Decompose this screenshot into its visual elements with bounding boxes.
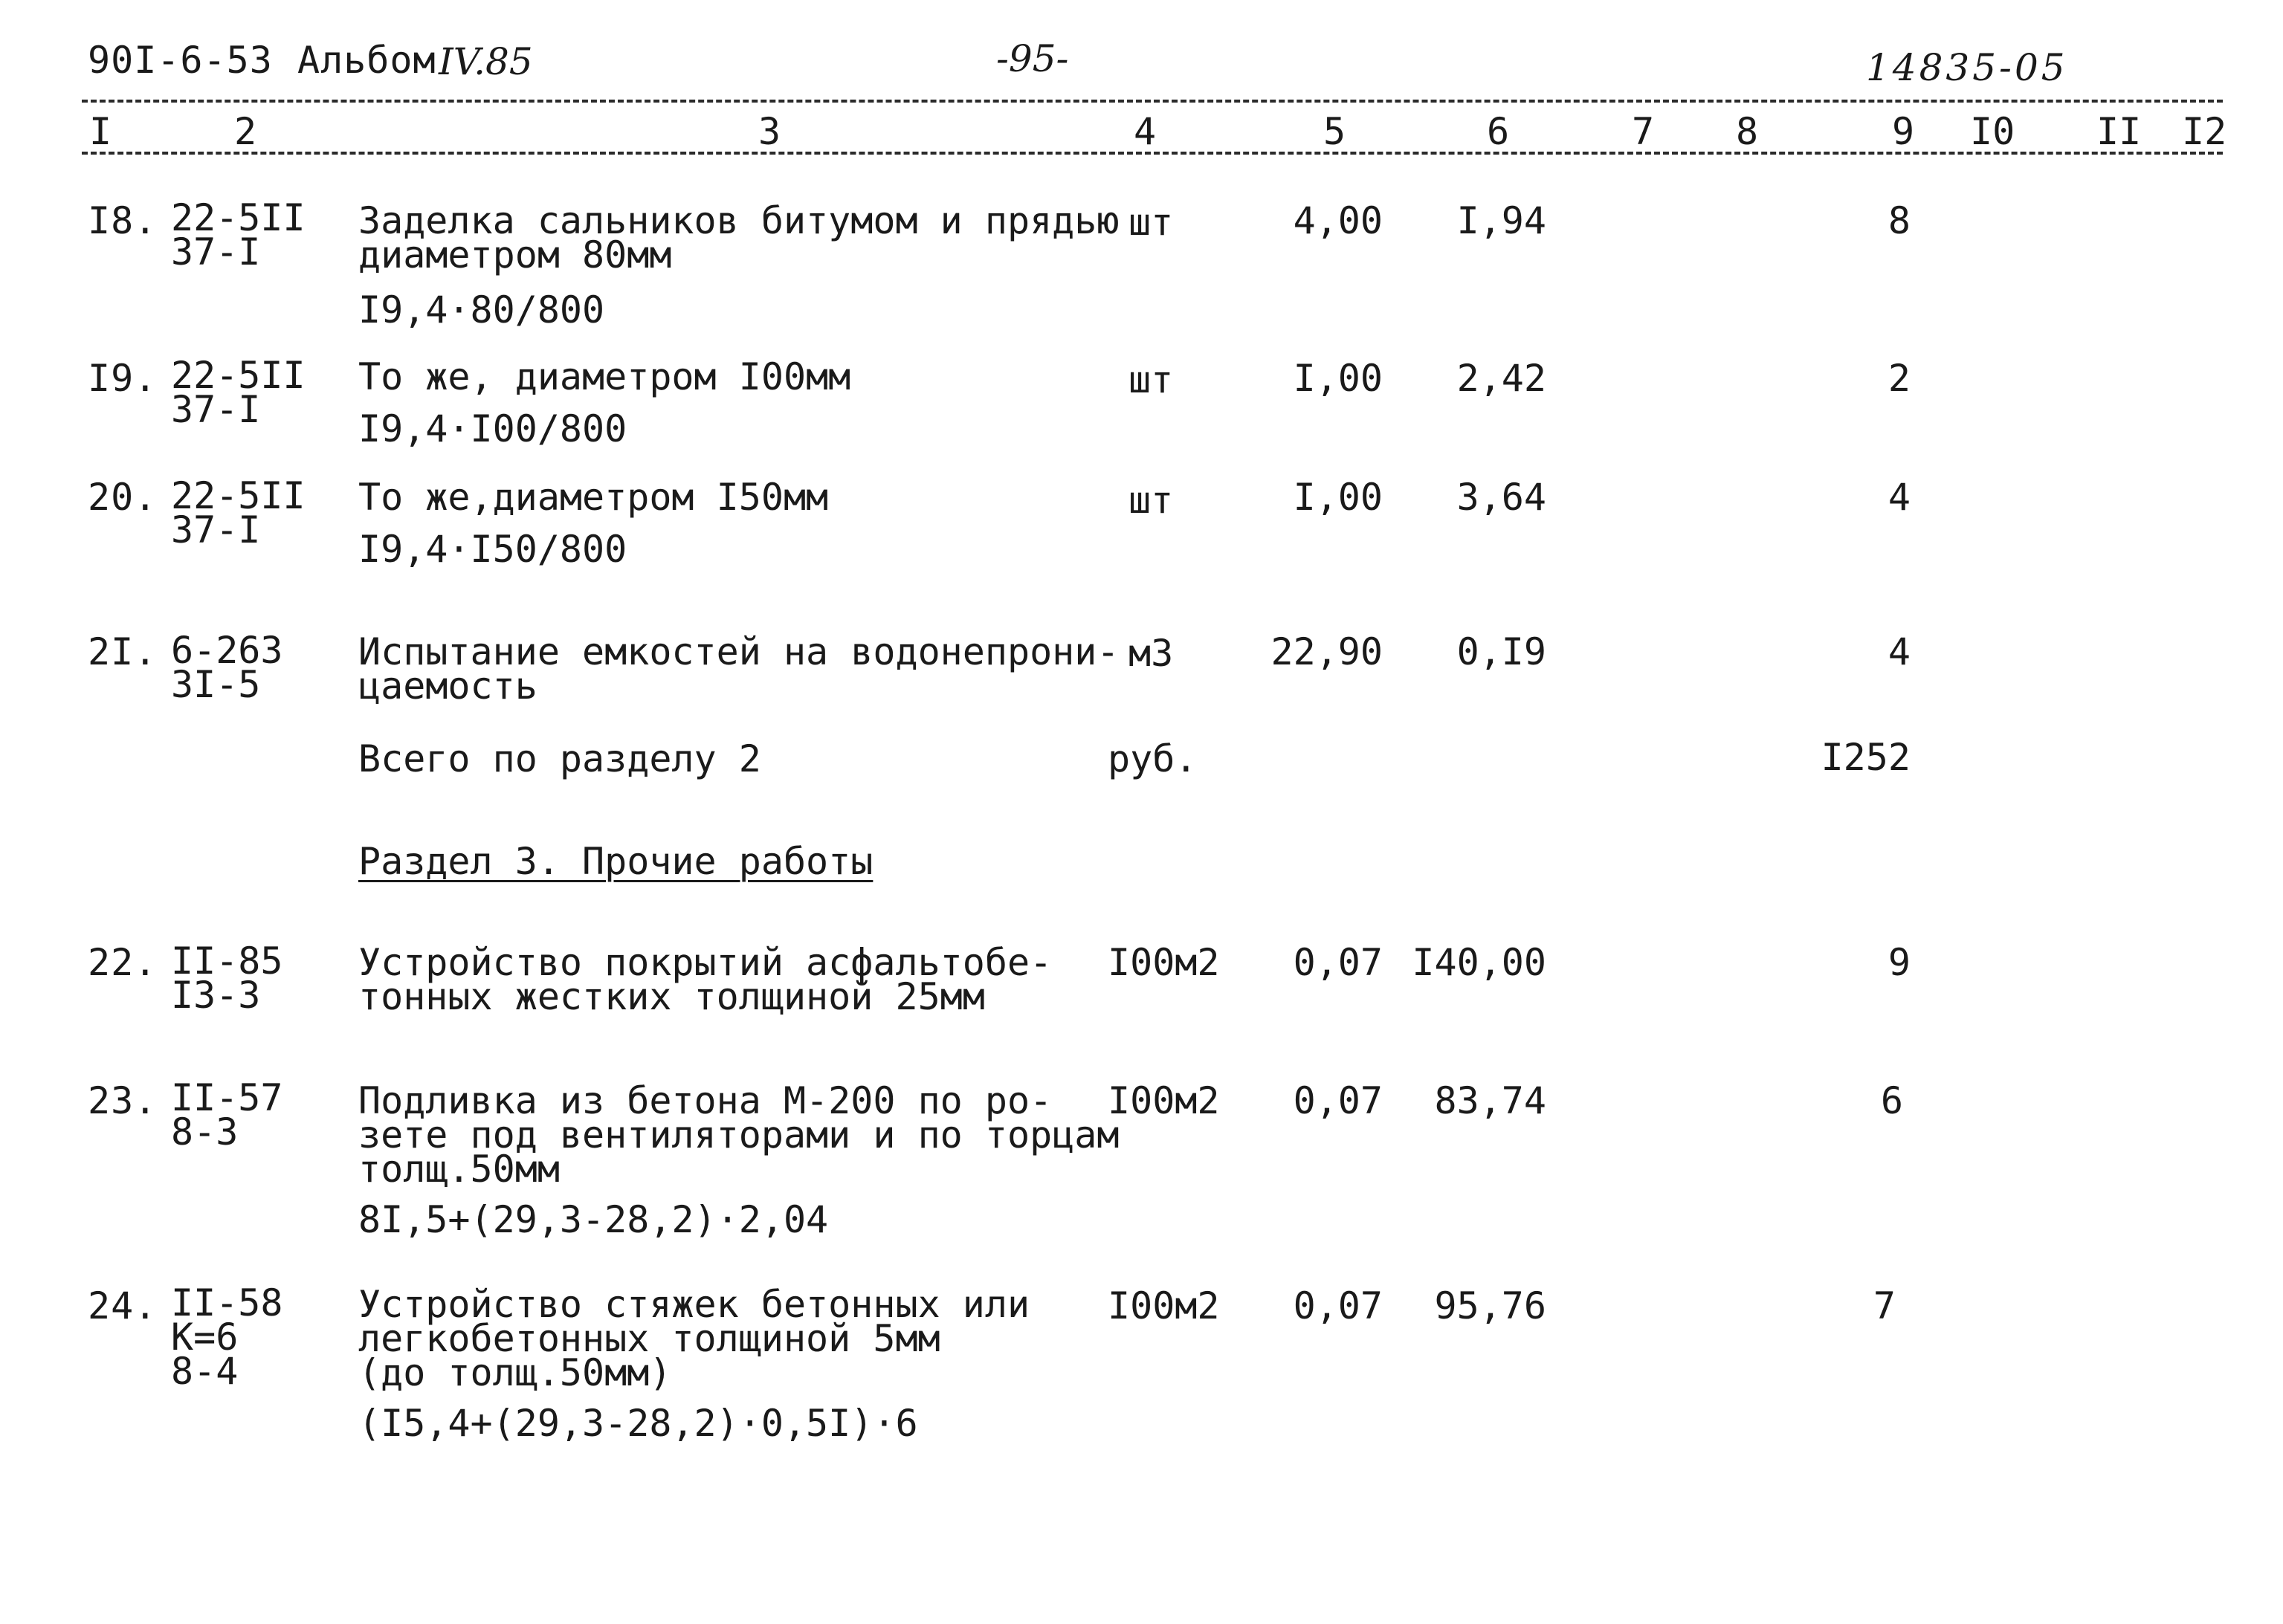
description-line: То же,диаметром I50мм [358, 476, 829, 519]
unit-price: I40,00 [1412, 941, 1546, 984]
row-number: 23. [88, 1079, 158, 1122]
work-description [358, 1283, 1030, 1394]
unit-price: 83,74 [1434, 1079, 1546, 1122]
norm-code-line: 22-5II [171, 354, 306, 397]
description-line: толщ.50мм [358, 1148, 560, 1191]
norm-code [171, 939, 283, 1017]
total-cost: 9 [1888, 941, 1911, 984]
total-cost: 6 [1880, 1079, 1903, 1122]
subtotal-unit: руб. [1108, 737, 1198, 780]
unit-price: 3,64 [1456, 476, 1546, 519]
column-header-2: 2 [234, 110, 257, 153]
norm-code-line: 37-I [171, 230, 261, 274]
description-line: Испытание емкостей на водонепрони- [358, 630, 1120, 673]
total-cost: 2 [1888, 357, 1911, 400]
norm-code [171, 1076, 283, 1154]
volume-formula: 8I,5+(29,3-28,2)·2,04 [358, 1198, 829, 1241]
quantity: I,00 [1293, 476, 1383, 519]
column-header-11: II [2096, 110, 2142, 153]
work-description [358, 630, 1120, 708]
row-number: 20. [88, 476, 158, 519]
volume-formula: I9,4·I00/800 [358, 407, 627, 450]
row-number: I9. [88, 357, 158, 400]
norm-code-line: II-58 [171, 1281, 283, 1324]
row-number: 24. [88, 1284, 158, 1327]
register-number: 14835-05 [1866, 46, 2068, 89]
row-number: I8. [88, 199, 158, 242]
unit-price: 0,I9 [1456, 630, 1546, 673]
unit-price: I,94 [1456, 199, 1546, 242]
norm-code-line: 8-4 [171, 1350, 239, 1393]
description-line: тонных жестких толщиной 25мм [358, 975, 985, 1018]
norm-code-line: 3I-5 [171, 663, 261, 706]
description-line: Заделка сальников битумом и прядью [358, 199, 1120, 242]
column-header-1: I [89, 110, 112, 153]
description-line: То же, диаметром I00мм [358, 355, 851, 398]
norm-code-line: 37-I [171, 508, 261, 551]
description-line: зете под вентиляторами и по торцам [358, 1113, 1120, 1156]
description-line: (до толщ.50мм) [358, 1351, 672, 1394]
volume-formula: I9,4·I50/800 [358, 528, 627, 571]
norm-code-line: II-57 [171, 1076, 283, 1119]
column-header-6: 6 [1487, 110, 1510, 153]
unit-price: 95,76 [1434, 1284, 1546, 1327]
norm-code-line: 6-263 [171, 629, 283, 672]
column-header-5: 5 [1323, 110, 1346, 153]
row-number: 2I. [88, 630, 158, 673]
quantity: 0,07 [1293, 1284, 1383, 1327]
work-description [358, 1079, 1120, 1191]
description-line: легкобетонных толщиной 5мм [358, 1317, 940, 1360]
subtotal-label: Всего по разделу 2 [358, 737, 761, 780]
norm-code [171, 1281, 283, 1393]
norm-code [171, 474, 306, 551]
unit-price: 2,42 [1456, 357, 1546, 400]
unit: I00м2 [1108, 941, 1220, 984]
description-line: Подливка из бетона М-200 по ро- [358, 1079, 1053, 1122]
quantity: 0,07 [1293, 941, 1383, 984]
norm-code-line: I3-3 [171, 974, 261, 1017]
work-description [358, 476, 829, 519]
description-line: Устройство стяжек бетонных или [358, 1283, 1030, 1326]
unit: шт [1128, 479, 1174, 522]
quantity: 0,07 [1293, 1079, 1383, 1122]
description-line: диаметром 80мм [358, 233, 672, 276]
album-number: IV.85 [439, 40, 533, 83]
volume-formula: (I5,4+(29,3-28,2)·0,5I)·6 [358, 1402, 918, 1445]
norm-code-line: 22-5II [171, 196, 306, 239]
unit: I00м2 [1108, 1284, 1220, 1327]
norm-code-line: II-85 [171, 939, 283, 983]
column-header-10: I0 [1970, 110, 2015, 153]
subtotal-total: I252 [1821, 736, 1911, 779]
column-header-4: 4 [1134, 110, 1157, 153]
volume-formula: I9,4·80/800 [358, 288, 605, 331]
column-header-3: 3 [758, 110, 781, 153]
column-header-8: 8 [1736, 110, 1759, 153]
column-header-7: 7 [1632, 110, 1655, 153]
quantity: I,00 [1293, 357, 1383, 400]
quantity: 4,00 [1293, 199, 1383, 242]
norm-code-line: 37-I [171, 388, 261, 431]
row-number: 22. [88, 941, 158, 984]
total-cost: 7 [1873, 1284, 1896, 1327]
norm-code-line: 8-3 [171, 1110, 239, 1154]
unit: I00м2 [1108, 1079, 1220, 1122]
norm-code-line: К=6 [171, 1316, 239, 1359]
column-header-9: 9 [1892, 110, 1915, 153]
norm-code [171, 629, 283, 706]
album-label: Альбом [297, 39, 436, 82]
norm-code-line: 22-5II [171, 474, 306, 517]
total-cost: 8 [1888, 199, 1911, 242]
norm-code [171, 196, 306, 274]
work-description [358, 355, 851, 398]
total-cost: 4 [1888, 630, 1911, 673]
total-cost: 4 [1888, 476, 1911, 519]
unit: шт [1128, 358, 1174, 401]
header-rule-top [82, 100, 2223, 103]
section-title: Раздел 3. Прочие работы [358, 840, 874, 883]
work-description [358, 941, 1053, 1018]
page-number: -95- [996, 37, 1069, 80]
unit: шт [1128, 201, 1174, 244]
column-header-12: I2 [2182, 110, 2227, 153]
norm-code [171, 354, 306, 431]
unit: м3 [1128, 632, 1174, 675]
work-description [358, 199, 1120, 276]
quantity: 22,90 [1270, 630, 1383, 673]
description-line: цаемость [358, 664, 537, 708]
document-code: 90I-6-53 [88, 39, 273, 82]
description-line: Устройство покрытий асфальтобе- [358, 941, 1053, 984]
